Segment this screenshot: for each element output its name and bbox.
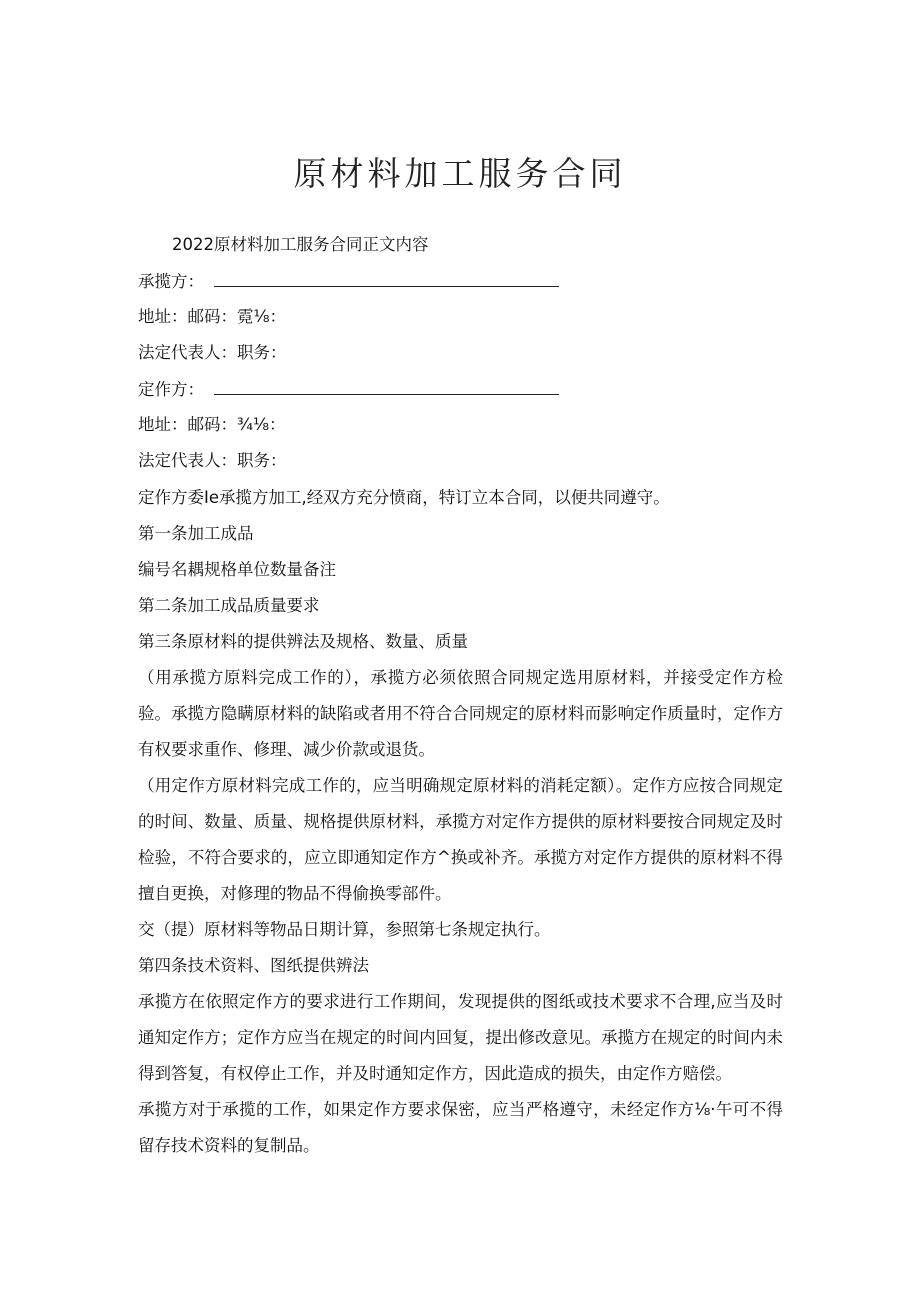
orderer-representative: 法定代表人：职务： xyxy=(138,451,287,470)
article-1-heading: 第一条加工成品 xyxy=(138,524,254,543)
document-subtitle: 2022原材料加工服务合同正文内容 xyxy=(172,235,429,254)
contractor-representative: 法定代表人：职务： xyxy=(138,343,287,362)
article-4-paragraph-2: 承揽方对于承揽的工作，如果定作方要求保密，应当严格遵守，未经定作方⅛·午可不得留存技术资料的复制品。 xyxy=(138,1100,783,1155)
article-4-paragraph-1: 承揽方在依照定作方的要求进行工作期间，发现提供的图纸或技术要求不合理,应当及时通知定作方；定作方应当在规定的时间内回复，提出修改意见。承揽方在规定的时间内未得到答复，有权停止工作，并及时通知定作方，因此造成的损失，由定作方赔偿。 xyxy=(138,992,783,1083)
orderer-line xyxy=(138,378,559,401)
article-3-paragraph-2: （用定作方原材料完成工作的，应当明确规定原材料的消耗定额）。定作方应按合同规定的时间、数量、质量、规格提供原材料，承揽方对定作方提供的原材料要按合同规定及时检验，不符合要求的，应立即通知定作方^换或补齐。承揽方对定作方提供的原材料不得擅自更换，对修理的物品不得偷换零部件。 xyxy=(138,776,783,903)
article-3-paragraph-3: 交（提）原材料等物品日期计算，参照第七条规定执行。 xyxy=(138,920,551,939)
article-4-heading: 第四条技术资料、图纸提供辨法 xyxy=(138,956,369,975)
orderer-blank xyxy=(214,378,559,395)
contractor-label: 承揽方： xyxy=(138,272,204,291)
document-title: 原材料加工服务合同 xyxy=(293,154,627,193)
article-1-columns: 编号名耦规格单位数量备注 xyxy=(138,560,336,579)
article-3-heading: 第三条原材料的提供辨法及规格、数量、质量 xyxy=(138,632,468,651)
intro-paragraph: 定作方委Ie承揽方加工,经双方充分愤商，特订立本合同，以便共同遵守。 xyxy=(138,488,670,507)
orderer-address: 地址：邮码：¾⅛： xyxy=(138,415,286,434)
contractor-address: 地址：邮码：霓⅛： xyxy=(138,307,286,326)
orderer-label: 定作方： xyxy=(138,380,204,399)
contractor-line xyxy=(138,270,559,293)
contractor-blank xyxy=(214,270,559,287)
article-3-paragraph-1: （用承揽方原料完成工作的），承揽方必须依照合同规定选用原材料，并接受定作方检验。承揽方隐瞒原材料的缺陷或者用不符合合同规定的原材料而影响定作质量时，定作方有权要求重作、修理、减少价款或退货。 xyxy=(138,668,783,759)
article-2-heading: 第二条加工成品质量要求 xyxy=(138,596,320,615)
